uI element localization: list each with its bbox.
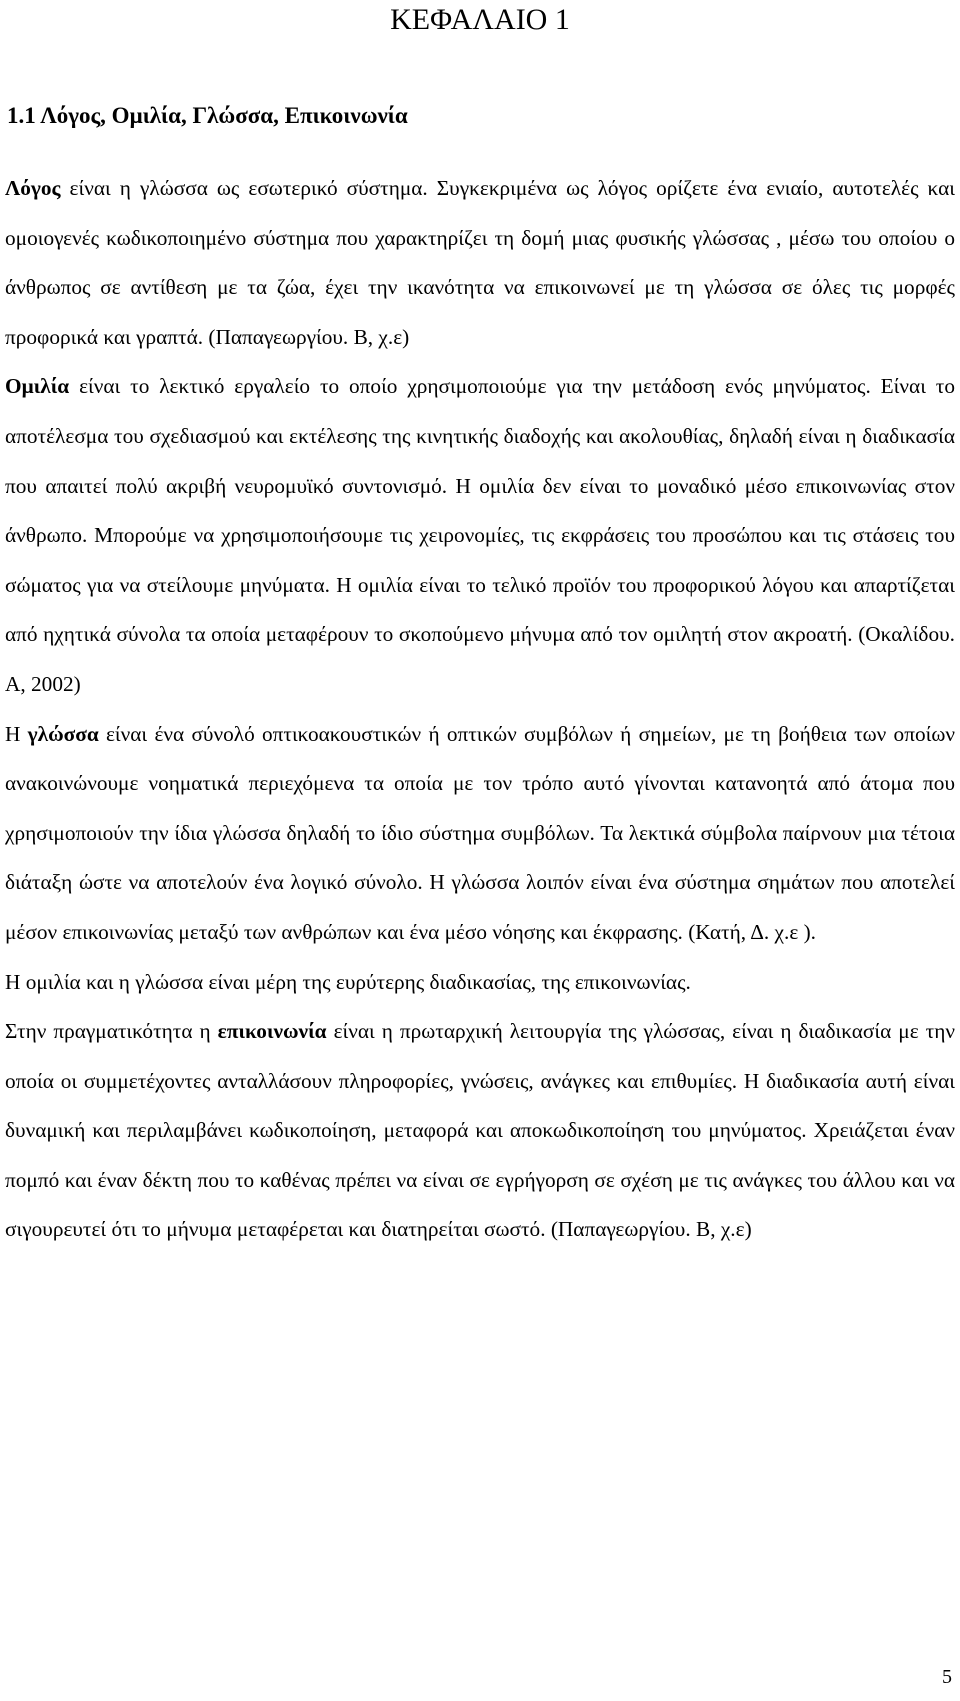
term-glossa: γλώσσα <box>27 721 99 746</box>
term-omilia: Ομιλία <box>5 374 70 399</box>
paragraph-omilia-glossa <box>5 958 955 1008</box>
chapter-title: ΚΕΦΑΛΑΙΟ 1 <box>390 3 570 36</box>
term-logos: Λόγος <box>5 176 61 200</box>
paragraph-omilia <box>5 362 955 709</box>
page-number: 5 <box>942 1666 952 1688</box>
section-heading: 1.1 Λόγος, Ομιλία, Γλώσσα, Επικοινωνία <box>7 103 408 128</box>
paragraph-omilia-text: είναι το λεκτικό εργαλείο το οποίο χρησιμοποιούμε για την μετάδοση ενός μηνύματος. Είναι το αποτέλεσμα του σχεδιασμού και εκτέλεσης της κινητικής διαδοχής και ακολουθίας, δηλαδή είναι η διαδικασία που απαιτεί πολύ ακριβή νευρομυϊκό συντονισμό. Η ομιλία δεν είναι το μοναδικό μέσο επικοινωνίας στον άνθρωπο. Μπορούμε να χρησιμοποιήσουμε τις χειρονομίες, τις εκφράσεις του προσώπου και τις στάσεις του σώματος για να στείλουμε μηνύματα. Η ομιλία είναι το τελικό προϊόν του προφορικού λόγου και απαρτίζεται από ηχητικά σύνολα τα οποία μεταφέρουν το σκοπούμενο μήνυμα από τον ομιλητή στον ακροατή. (Οκαλίδου. Α, 2002) <box>5 374 955 696</box>
paragraph-epikoinonia-text: είναι η πρωταρχική λειτουργία της γλώσσας, είναι η διαδικασία με την οποία οι συμμετέχοντες ανταλλάσουν πληροφορίες, γνώσεις, ανάγκες και επιθυμίες. Η διαδικασία αυτή είναι δυναμική και περιλαμβάνει κωδικοποίηση, μεταφορά και αποκωδικοποίηση του μηνύματος. Χρειάζεται έναν πομπό και έναν δέκτη που το καθένας πρέπει να είναι σε εγρήγορση σε σχέση με τις ανάγκες του άλλου και να σιγουρευτεί ότι το μήνυμα μεταφέρεται και διατηρείται σωστό. (Παπαγεωργίου. Β, χ.ε) <box>5 1019 955 1242</box>
paragraph-epikoinonia <box>5 1007 955 1255</box>
term-epikoinonia: επικοινωνία <box>217 1019 327 1044</box>
paragraph-epikoinonia-lead: Στην πραγματικότητα η <box>5 1019 218 1044</box>
paragraph-glossa <box>5 710 955 958</box>
paragraph-logos <box>5 164 955 362</box>
paragraph-logos-text: είναι η γλώσσα ως εσωτερικό σύστημα. Συγκεκριμένα ως λόγος ορίζετε ένα ενιαίο, αυτοτελές και ομοιογενές κωδικοποιημένο σύστημα που χαρακτηρίζει τη δομή μιας φυσικής γλώσσας , μέσω του οποίου ο άνθρωπος σε αντίθεση με τα ζώα, έχει την ικανότητα να επικοινωνεί με τη γλώσσα σε όλες τις μορφές προφορικά και γραπτά. (Παπαγεωργίου. Β, χ.ε) <box>5 176 955 349</box>
paragraph-glossa-lead: Η <box>5 721 28 746</box>
paragraph-omilia-glossa-text: Η ομιλία και η γλώσσα είναι μέρη της ευρύτερης διαδικασίας, της επικοινωνίας. <box>5 969 691 994</box>
body-text <box>5 164 955 1255</box>
paragraph-glossa-text: είναι ένα σύνολό οπτικοακουστικών ή οπτικών συμβόλων ή σημείων, με τη βοήθεια των οποίων ανακοινώνουμε νοηματικά περιεχόμενα τα οποία με τον τρόπο αυτό γίνονται κατανοητά από άτομα που χρησιμοποιούν την ίδια γλώσσα δηλαδή το ίδιο σύστημα συμβόλων. Τα λεκτικά σύμβολα παίρνουν μια τέτοια διάταξη ώστε να αποτελούν ένα λογικό σύνολο. Η γλώσσα λοιπόν είναι ένα σύστημα σημάτων που αποτελεί μέσον επικοινωνίας μεταξύ των ανθρώπων και ένα μέσο νόησης και έκφρασης. (Κατή, Δ. χ.ε ). <box>5 721 955 944</box>
